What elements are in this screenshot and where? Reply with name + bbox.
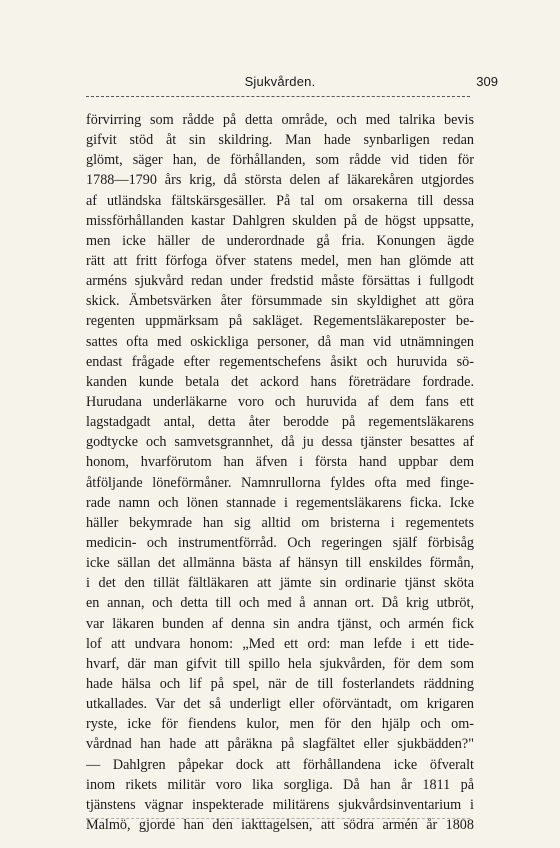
text-line: missförhållanden kastar Dahlgren skulden på de högst uppsatte, <box>86 212 474 229</box>
text-line: rätt att fritt förfoga öfver statens medel, men han glömde att <box>86 252 474 269</box>
header-rule <box>86 96 470 97</box>
text-line: — Dahlgren påpekar dock att förhållandena icke öfveralt <box>86 756 474 773</box>
text-line: häller bekymrade han sig alltid om bristerna i regementets <box>86 514 474 531</box>
text-line: hade hälsa och lif på spel, när de till fosterlandets räddning <box>86 675 474 692</box>
text-line: skick. Ämbetsvärken åter försummade sin skyldighet att göra <box>86 293 474 310</box>
text-line: 1788—1790 års krig, då största delen af läkarekåren utgjordes <box>86 172 474 189</box>
text-line: i det den tillät fältläkaren att jämte sin ordinarie tjänst sköta <box>86 575 474 592</box>
body-text <box>86 110 474 835</box>
footer-rule <box>86 818 470 819</box>
text-line: medicin- och instrumentförråd. Och regeringen själf förbisåg <box>86 534 474 551</box>
text-line: arméns sjukvård redan under fredstid måste försättas i fullgodt <box>86 273 474 290</box>
text-line: af utländska fältskärsgesäller. På tal om orsakerna till dessa <box>86 192 474 209</box>
text-line: Hurudana underläkarne voro och huruvida af dem fans ett <box>86 393 474 410</box>
text-line: tjänstens vägnar inspekterade militärens sjukvårdsinventarium i <box>86 796 474 813</box>
text-line: ryste, icke för fiendens kulor, men för den hjälp och om- <box>86 716 474 733</box>
running-title: Sjukvården. <box>244 74 316 89</box>
text-line: åtföljande löneförmåner. Namnrullorna fyldes ofta med finge- <box>86 474 474 491</box>
text-line: men icke häller de underordnade gå fria. Konungen ägde <box>86 232 474 249</box>
text-line: en annan, och detta till och med å annan ort. Då krig utbröt, <box>86 595 474 612</box>
text-line: endast frågade efter regementschefens åsikt och huruvida sö- <box>86 353 474 370</box>
text-line: icke sällan det allmänna bästa af hänsyn till enskildes förmån, <box>86 555 474 572</box>
text-line: inom rikets militär voro lika sorgliga. Då han år 1811 på <box>86 776 474 793</box>
page-number: 309 <box>476 74 498 89</box>
text-line: hvarf, där man gifvit till spillo hela sjukvården, för dem som <box>86 655 474 672</box>
text-line: godtycke och samvetsgrannhet, då ju dessa tjänster besattes af <box>86 434 474 451</box>
text-line: lagstadgadt antal, detta åter berodde på regementsläkarens <box>86 414 474 431</box>
text-line: honom, hvarförutom han äfven i första hand uppbar dem <box>86 454 474 471</box>
text-line: gifvit stöd åt sin skildring. Man hade synbarligen redan <box>86 132 474 149</box>
text-line: glömt, säger han, de förhållanden, som rådde vid tiden för <box>86 152 474 169</box>
text-line: sattes ofta med oskickliga personer, då man vid utnämningen <box>86 333 474 350</box>
text-line: regenten uppmärksam på sakläget. Regementsläkareposter be- <box>86 313 474 330</box>
text-line: kanden kunde betala det ackord hans företrädare fordrade. <box>86 373 474 390</box>
text-line: utkallades. Var det så underligt eller oförväntadt, om krigaren <box>86 696 474 713</box>
text-line: lof att undvara honom: „Med ett ord: man lefde i ett tide- <box>86 635 474 652</box>
text-line: förvirring som rådde på detta område, och med talrika bevis <box>86 112 474 128</box>
text-line: vårdnad han hade att påräkna på slagfältet eller sjukbädden?" <box>86 736 474 753</box>
text-line: rade namn och lönen stannade i regementsläkarens ficka. Icke <box>86 494 474 511</box>
text-line: var läkaren bunden af denna sin andra tjänst, och armén fick <box>86 615 474 632</box>
text-line: Malmö, gjorde han den iakttagelsen, att södra armén år 1808 <box>86 816 474 833</box>
